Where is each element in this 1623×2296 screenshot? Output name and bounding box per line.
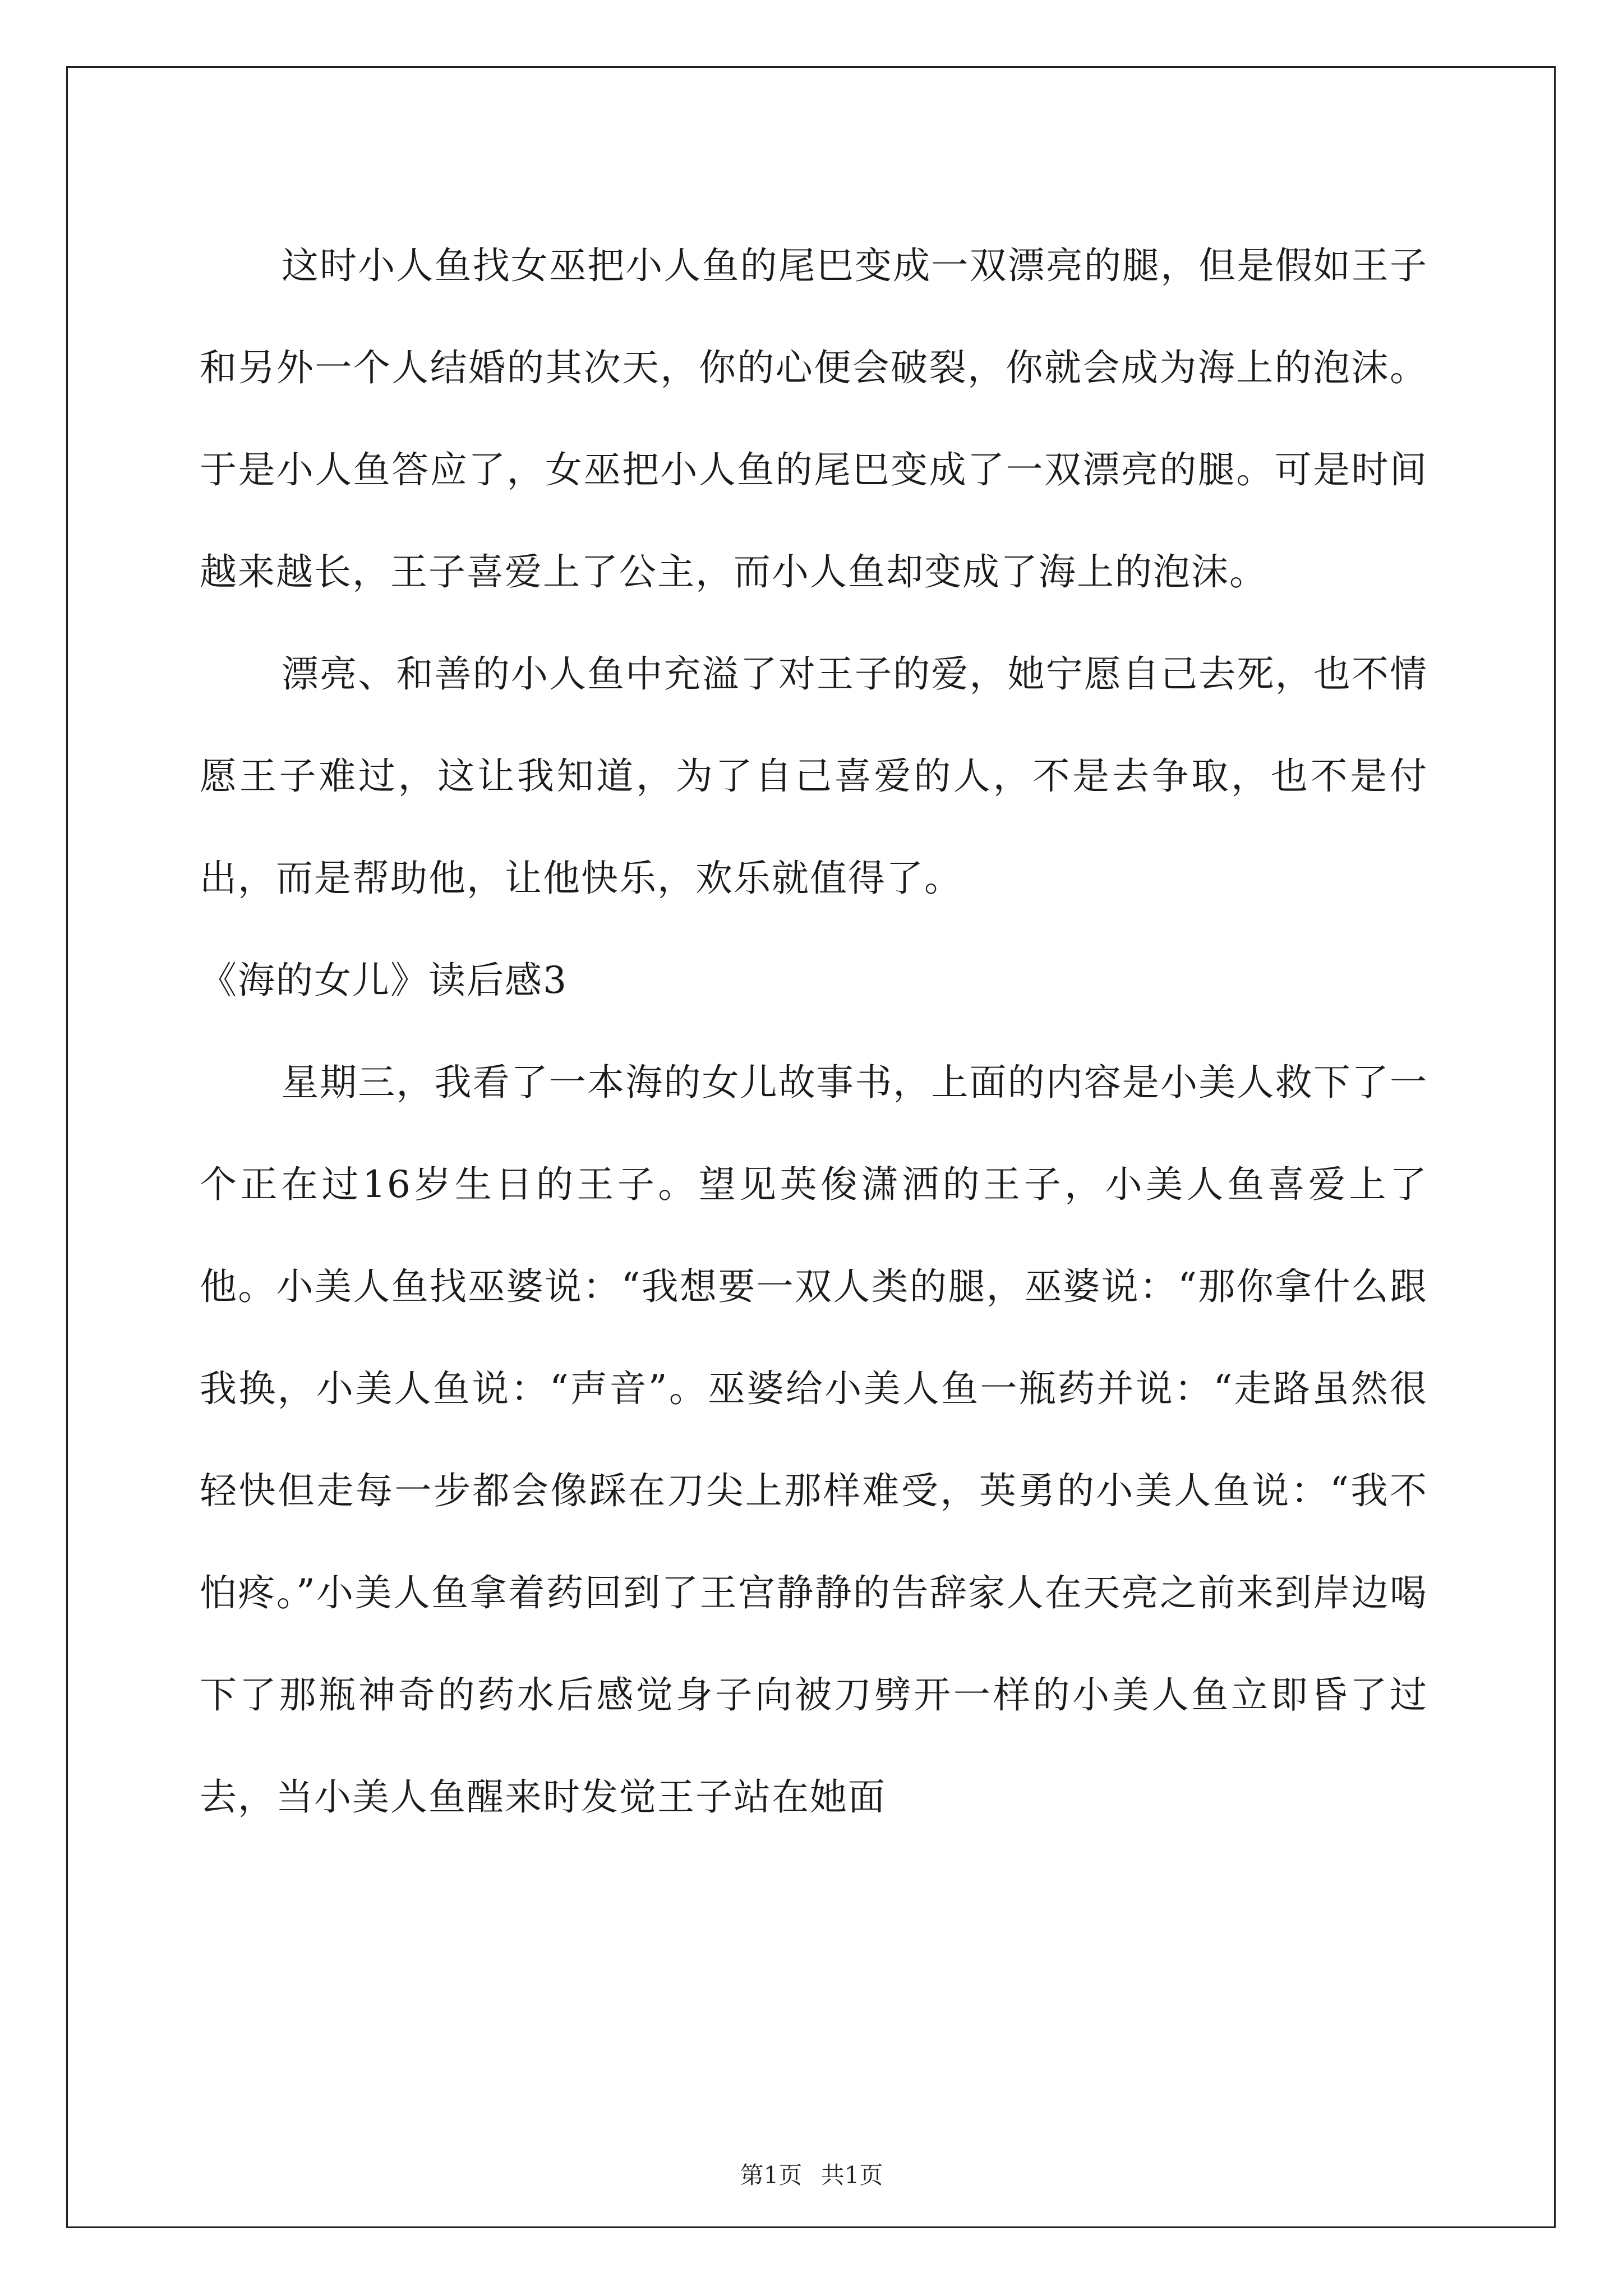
- paragraph-2: 漂亮、和善的小人鱼中充溢了对王子的爱，她宁愿自己去死，也不情愿王子难过，这让我知道，为了自己喜爱的人，不是去争取，也不是付出，而是帮助他，让他快乐，欢乐就值得了。: [200, 652, 1428, 900]
- section-heading: 《海的女儿》读后感3: [200, 959, 568, 1002]
- paragraph-1: 这时小人鱼找女巫把小人鱼的尾巴变成一双漂亮的腿，但是假如王子和另外一个人结婚的其次天，你的心便会破裂，你就会成为海上的泡沫。于是小人鱼答应了，女巫把小人鱼的尾巴变成了一双漂亮的腿。可是时间越来越长，王子喜爱上了公主，而小人鱼却变成了海上的泡沫。: [200, 244, 1428, 593]
- document-body: [200, 215, 1428, 1848]
- page-footer: [0, 2159, 1623, 2192]
- page-number: 第1页: [740, 2161, 803, 2189]
- page-total: 共1页: [820, 2161, 883, 2189]
- paragraph-3: 星期三，我看了一本海的女儿故事书，上面的内容是小美人救下了一个正在过16岁生日的王子。望见英俊潇洒的王子，小美人鱼喜爱上了他。小美人鱼找巫婆说：“我想要一双人类的腿，巫婆说：“那你拿什么跟我换，小美人鱼说：“声音”。巫婆给小美人鱼一瓶药并说：“走路虽然很轻快但走每一步都会像踩在刀尖上那样难受，英勇的小美人鱼说：“我不怕疼。”小美人鱼拿着药回到了王宫静静的告辞家人在天亮之前来到岸边喝下了那瓶神奇的药水后感觉身子向被刀劈开一样的小美人鱼立即昏了过去，当小美人鱼醒来时发觉王子站在她面: [200, 1061, 1428, 1819]
